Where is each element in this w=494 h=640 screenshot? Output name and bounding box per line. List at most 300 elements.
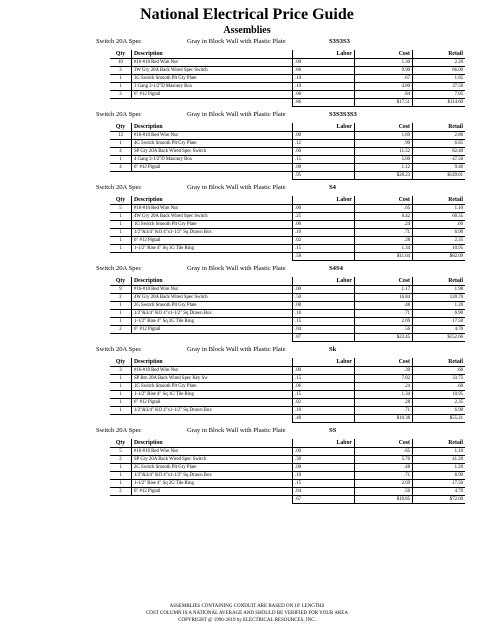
cell-qty: 13	[110, 132, 132, 140]
column-header-description: Description	[132, 196, 293, 205]
column-header-qty: Qty	[110, 277, 132, 286]
table-row	[110, 59, 465, 67]
cell-description: 6" #12 Pigtail	[132, 164, 293, 172]
column-header-retail: Retail	[413, 277, 466, 286]
totals-spacer	[132, 496, 293, 504]
cell-qty: 2	[110, 294, 132, 302]
totals-spacer	[110, 496, 132, 504]
totals-spacer	[110, 334, 132, 342]
cell-labor: .10	[293, 472, 355, 480]
column-header-qty: Qty	[110, 50, 132, 59]
cell-cost: .84	[355, 91, 413, 99]
table-row	[110, 148, 465, 156]
cell-qty: 1	[110, 156, 132, 164]
cell-cost: .48	[355, 464, 413, 472]
totals-spacer	[110, 99, 132, 107]
cell-labor: .00	[293, 132, 355, 140]
cell-retail: 4.70	[413, 326, 466, 334]
totals-spacer	[132, 415, 293, 423]
cell-qty: 1	[110, 383, 132, 391]
cell-qty: 1	[110, 83, 132, 91]
total-labor: .58	[293, 253, 355, 261]
cell-retail: 1.10	[413, 205, 466, 213]
cell-description: 1-1/2" Rise 4" Sq 2G Tile Ring	[132, 318, 293, 326]
cell-description: 1/2"&3/4" KO 4"x1-1/2" Sq Drawn Box	[132, 229, 293, 237]
column-header-retail: Retail	[413, 196, 466, 205]
table-row	[110, 132, 465, 140]
cell-labor: .10	[293, 310, 355, 318]
cell-description: 2G Switch Smooth Plt Gry Plate	[132, 302, 293, 310]
cell-description: #16-#10 Red Wire Nut	[132, 132, 293, 140]
totals-spacer	[110, 415, 132, 423]
cell-cost: .71	[355, 407, 413, 415]
table-header-row	[110, 196, 465, 205]
cell-retail: 6.90	[413, 472, 466, 480]
cell-retail: 66.00	[413, 67, 466, 75]
cell-retail: 7.05	[413, 91, 466, 99]
cell-labor: .06	[293, 221, 355, 229]
cell-qty: 1	[110, 472, 132, 480]
cell-labor: .08	[293, 464, 355, 472]
table-row	[110, 91, 465, 99]
cell-description: 1G Switch Smooth Plt Gry Plate	[132, 383, 293, 391]
cell-description: #16-#10 Red Wire Nut	[132, 448, 293, 456]
cell-cost: .39	[355, 367, 413, 375]
assembly-header	[0, 345, 494, 355]
cell-labor: .08	[293, 164, 355, 172]
assembly-description: Gray in Block Wall with Plastic Plate	[187, 184, 286, 191]
cell-retail: 1.10	[413, 448, 466, 456]
footer-copyright: COPYRIGHT @ 1996-2019 by ELECTRICAL RESOURCES, INC.	[178, 618, 316, 623]
assembly-spec: Switch 20A Spec	[96, 111, 142, 118]
cell-retail: 47.50	[413, 156, 466, 164]
cell-cost: .48	[355, 302, 413, 310]
cell-description: 3G Switch Smooth Plt Gry Plate	[132, 75, 293, 83]
cell-labor: .08	[293, 302, 355, 310]
cell-qty: 9	[110, 286, 132, 294]
column-header-description: Description	[132, 439, 293, 448]
assembly-items-table	[110, 358, 465, 423]
cell-labor: .60	[293, 67, 355, 75]
table-row	[110, 221, 465, 229]
table-row	[110, 407, 465, 415]
cell-description: 6" #12 Pigtail	[132, 399, 293, 407]
cell-labor: .00	[293, 367, 355, 375]
cell-qty: 5	[110, 448, 132, 456]
table-row	[110, 156, 465, 164]
table-row	[110, 472, 465, 480]
cell-cost: 4.80	[355, 83, 413, 91]
page-title: National Electrical Price Guide	[140, 6, 354, 23]
table-row	[110, 67, 465, 75]
cell-description: SP Gry 20A Back Wired Spec Switch	[132, 148, 293, 156]
cell-labor: .30	[293, 456, 355, 464]
cell-cost: 1.17	[355, 286, 413, 294]
assembly-code: Sk	[329, 346, 337, 353]
cell-retail: 10.95	[413, 391, 466, 399]
cell-qty: 3	[110, 67, 132, 75]
table-row	[110, 205, 465, 213]
assembly-header	[0, 110, 494, 120]
column-header-labor: Labor	[293, 196, 355, 205]
total-cost: $20.23	[355, 172, 413, 180]
cell-retail: 2.20	[413, 59, 466, 67]
cell-description: 1/2"&3/4" KO 4"x1-1/2" Sq Drawn Box	[132, 472, 293, 480]
assembly-spec: Switch 20A Spec	[96, 346, 142, 353]
cell-labor: .15	[293, 375, 355, 383]
table-header-row	[110, 277, 465, 286]
table-row	[110, 464, 465, 472]
total-retail: $55.21	[413, 415, 466, 423]
cell-retail: .60	[413, 383, 466, 391]
assemblies-list	[0, 37, 494, 507]
cell-cost: 5.76	[355, 456, 413, 464]
cell-description: 1/2"&3/4" KO 4"x1-1/2" Sq Drawn Box	[132, 407, 293, 415]
cell-retail: 82.40	[413, 148, 466, 156]
cell-cost: .56	[355, 488, 413, 496]
total-labor: .67	[293, 496, 355, 504]
cell-description: 6" #12 Pigtail	[132, 488, 293, 496]
table-row	[110, 75, 465, 83]
total-cost: $11.64	[355, 253, 413, 261]
cell-description: 4 Gang 3-1/2"D Masonry Box	[132, 156, 293, 164]
cell-labor: .10	[293, 407, 355, 415]
cell-description: 1G Switch Smooth Plt Gry Plate	[132, 221, 293, 229]
assembly-spec: Switch 20A Spec	[96, 38, 142, 45]
column-header-qty: Qty	[110, 123, 132, 132]
table-row	[110, 383, 465, 391]
cell-description: 1-1/2" Rise 4" Sq 2G Tile Ring	[132, 480, 293, 488]
assembly-header	[0, 37, 494, 47]
cell-retail: 33.75	[413, 375, 466, 383]
cell-labor: .04	[293, 488, 355, 496]
cell-labor: .12	[293, 140, 355, 148]
page-subtitle: Assemblies	[223, 25, 271, 36]
table-row	[110, 391, 465, 399]
cell-description: #16-#10 Red Wire Nut	[132, 286, 293, 294]
cell-description: 6" #12 Pigtail	[132, 91, 293, 99]
cell-qty: 1	[110, 75, 132, 83]
cell-cost: .71	[355, 310, 413, 318]
column-header-labor: Labor	[293, 50, 355, 59]
table-row	[110, 213, 465, 221]
table-row	[110, 448, 465, 456]
cell-labor: .15	[293, 391, 355, 399]
table-row	[110, 164, 465, 172]
cell-description: 4W Gry 20A Back Wired Spec Switch	[132, 294, 293, 302]
assembly-header	[0, 264, 494, 274]
column-header-cost: Cost	[355, 277, 413, 286]
total-retail: $152.66	[413, 334, 466, 342]
footer-note-conduit: ASSEMBLIES CONTAINING CONDUIT ARE BASED ON 10' LENGTHS	[169, 604, 325, 609]
cell-retail: 1.20	[413, 464, 466, 472]
cell-labor: .15	[293, 156, 355, 164]
cell-cost: 11.52	[355, 148, 413, 156]
cell-description: 3 Gang 3-1/2"D Masonry Box	[132, 83, 293, 91]
totals-spacer	[132, 253, 293, 261]
cell-cost: 1.34	[355, 245, 413, 253]
assembly-code: SS	[329, 427, 337, 434]
cell-cost: 8.42	[355, 213, 413, 221]
table-row	[110, 456, 465, 464]
cell-retail: 6.85	[413, 140, 466, 148]
totals-row	[110, 415, 465, 423]
totals-spacer	[110, 172, 132, 180]
cell-qty: 2	[110, 488, 132, 496]
totals-row	[110, 334, 465, 342]
cell-retail: 120.70	[413, 294, 466, 302]
cell-cost: 7.02	[355, 375, 413, 383]
cell-description: SP Gry 20A Back Wired Spec Switch	[132, 456, 293, 464]
cell-qty: 1	[110, 245, 132, 253]
cell-labor: .00	[293, 448, 355, 456]
table-row	[110, 326, 465, 334]
cell-retail: 2.35	[413, 237, 466, 245]
total-cost: $17.51	[355, 99, 413, 107]
cell-labor: .02	[293, 237, 355, 245]
cell-cost: 2.69	[355, 318, 413, 326]
cell-retail: 6.90	[413, 310, 466, 318]
column-header-retail: Retail	[413, 123, 466, 132]
cell-description: SP Brn 20A Back Wired Spec Key Sw	[132, 375, 293, 383]
cell-qty: 1	[110, 213, 132, 221]
totals-spacer	[132, 172, 293, 180]
assembly-code: S4S4	[329, 265, 343, 272]
cell-qty: 1	[110, 318, 132, 326]
assembly-header	[0, 426, 494, 436]
cell-retail: 41.20	[413, 456, 466, 464]
cell-qty: 2	[110, 326, 132, 334]
cell-retail: 10.95	[413, 245, 466, 253]
assembly-section	[0, 345, 494, 423]
assembly-items-table	[110, 277, 465, 342]
table-row	[110, 318, 465, 326]
cell-cost: 9.90	[355, 67, 413, 75]
cell-labor: .10	[293, 75, 355, 83]
cell-retail: 9.40	[413, 164, 466, 172]
cell-retail: 4.70	[413, 488, 466, 496]
cell-qty: 2	[110, 456, 132, 464]
column-header-cost: Cost	[355, 358, 413, 367]
assembly-description: Gray in Block Wall with Plastic Plate	[187, 427, 286, 434]
cell-qty: 1	[110, 464, 132, 472]
totals-spacer	[110, 253, 132, 261]
total-cost: $10.38	[355, 415, 413, 423]
cell-retail: 1.20	[413, 302, 466, 310]
cell-description: 1/2"&3/4" KO 4"x1-1/2" Sq Drawn Box	[132, 310, 293, 318]
column-header-labor: Labor	[293, 439, 355, 448]
cell-cost: .65	[355, 448, 413, 456]
cell-labor: .25	[293, 213, 355, 221]
cell-retail: 2.35	[413, 399, 466, 407]
cell-retail: 17.50	[413, 318, 466, 326]
footer-note-cost: COST COLUMN IS A NATIONAL AVERAGE AND SHOULD BE VERIFIED FOR YOUR AREA	[146, 611, 348, 616]
total-retail: $149.01	[413, 172, 466, 180]
cell-labor: .50	[293, 294, 355, 302]
total-retail: $82.09	[413, 253, 466, 261]
table-header-row	[110, 50, 465, 59]
cell-retail: .60	[413, 221, 466, 229]
cell-labor: .10	[293, 83, 355, 91]
cell-cost: .24	[355, 383, 413, 391]
assembly-items-table	[110, 196, 465, 261]
totals-row	[110, 99, 465, 107]
cell-cost: 5.00	[355, 156, 413, 164]
table-row	[110, 245, 465, 253]
cell-qty: 4	[110, 148, 132, 156]
cell-qty: 10	[110, 59, 132, 67]
table-header-row	[110, 123, 465, 132]
cell-cost: .90	[355, 140, 413, 148]
totals-spacer	[132, 99, 293, 107]
cell-qty: 1	[110, 375, 132, 383]
cell-cost: .71	[355, 472, 413, 480]
column-header-description: Description	[132, 277, 293, 286]
totals-row	[110, 496, 465, 504]
assembly-spec: Switch 20A Spec	[96, 265, 142, 272]
assembly-section	[0, 264, 494, 342]
cell-qty: 1	[110, 229, 132, 237]
cell-cost: 1.34	[355, 391, 413, 399]
cell-retail: 6.90	[413, 229, 466, 237]
total-retail: $114.60	[413, 99, 466, 107]
cell-description: 3W Gry 20A Back Wired Spec Switch	[132, 67, 293, 75]
total-retail: $72.60	[413, 496, 466, 504]
cell-qty: 1	[110, 310, 132, 318]
table-row	[110, 83, 465, 91]
total-labor: .48	[293, 415, 355, 423]
column-header-description: Description	[132, 358, 293, 367]
cell-cost: 1.12	[355, 164, 413, 172]
cell-cost: 1.69	[355, 132, 413, 140]
assembly-spec: Switch 20A Spec	[96, 184, 142, 191]
cell-labor: .15	[293, 318, 355, 326]
cell-cost: .56	[355, 326, 413, 334]
table-header-row	[110, 439, 465, 448]
cell-cost: 1.30	[355, 59, 413, 67]
cell-qty: 1	[110, 140, 132, 148]
cell-labor: .00	[293, 286, 355, 294]
assembly-code: S3S3S3	[329, 38, 350, 45]
cell-qty: 4	[110, 164, 132, 172]
cell-qty: 5	[110, 205, 132, 213]
table-row	[110, 480, 465, 488]
cell-cost: .71	[355, 229, 413, 237]
cell-description: 6" #12 Pigtail	[132, 237, 293, 245]
column-header-labor: Labor	[293, 358, 355, 367]
cell-retail: 6.90	[413, 407, 466, 415]
cell-retail: 17.50	[413, 480, 466, 488]
cell-qty: 1	[110, 302, 132, 310]
column-header-cost: Cost	[355, 196, 413, 205]
column-header-cost: Cost	[355, 439, 413, 448]
cell-description: 4W Gry 20A Back Wired Spec Switch	[132, 213, 293, 221]
assembly-header	[0, 183, 494, 193]
assembly-description: Gray in Block Wall with Plastic Plate	[187, 265, 286, 272]
cell-qty: 1	[110, 399, 132, 407]
table-row	[110, 375, 465, 383]
cell-description: 6" #12 Pigtail	[132, 326, 293, 334]
cell-cost: 16.84	[355, 294, 413, 302]
assembly-section	[0, 37, 494, 107]
totals-row	[110, 253, 465, 261]
cell-qty: 1	[110, 407, 132, 415]
cell-retail: 60.35	[413, 213, 466, 221]
cell-description: 2G Switch Smooth Plt Gry Plate	[132, 464, 293, 472]
assembly-items-table	[110, 439, 465, 504]
assembly-items-table	[110, 50, 465, 107]
totals-row	[110, 172, 465, 180]
assembly-items-table	[110, 123, 465, 180]
assembly-description: Gray in Block Wall with Plastic Plate	[187, 346, 286, 353]
cell-description: #16-#10 Red Wire Nut	[132, 59, 293, 67]
cell-qty: 3	[110, 367, 132, 375]
cell-cost: .67	[355, 75, 413, 83]
column-header-cost: Cost	[355, 50, 413, 59]
cell-cost: .65	[355, 205, 413, 213]
cell-description: #16-#10 Red Wire Nut	[132, 205, 293, 213]
cell-qty: 1	[110, 391, 132, 399]
column-header-qty: Qty	[110, 358, 132, 367]
table-row	[110, 302, 465, 310]
column-header-labor: Labor	[293, 123, 355, 132]
totals-spacer	[132, 334, 293, 342]
table-row	[110, 286, 465, 294]
cell-description: #16-#10 Red Wire Nut	[132, 367, 293, 375]
table-row	[110, 399, 465, 407]
cell-labor: .15	[293, 245, 355, 253]
cell-description: 1-1/2" Rise 4" Sq 1G Tile Ring	[132, 245, 293, 253]
assembly-section	[0, 426, 494, 504]
cell-qty: 3	[110, 91, 132, 99]
total-labor: .87	[293, 334, 355, 342]
cell-retail: 2.86	[413, 132, 466, 140]
cell-cost: .28	[355, 399, 413, 407]
cell-qty: 1	[110, 237, 132, 245]
total-cost: $10.85	[355, 496, 413, 504]
column-header-retail: Retail	[413, 439, 466, 448]
assembly-code: S3S3S3S3	[329, 111, 357, 118]
cell-description: 4G Switch Smooth Plt Gry Plate	[132, 140, 293, 148]
table-row	[110, 488, 465, 496]
cell-labor: .00	[293, 205, 355, 213]
cell-labor: .06	[293, 91, 355, 99]
column-header-labor: Labor	[293, 277, 355, 286]
assembly-section	[0, 183, 494, 261]
cell-labor: .04	[293, 326, 355, 334]
cell-description: 1-1/2" Rise 4" Sq 1G Tile Ring	[132, 391, 293, 399]
column-header-description: Description	[132, 50, 293, 59]
assembly-description: Gray in Block Wall with Plastic Plate	[187, 111, 286, 118]
table-row	[110, 310, 465, 318]
cell-labor: .10	[293, 229, 355, 237]
table-row	[110, 367, 465, 375]
assembly-description: Gray in Block Wall with Plastic Plate	[187, 38, 286, 45]
cell-cost: .28	[355, 237, 413, 245]
assembly-code: S4	[329, 184, 336, 191]
cell-labor: .02	[293, 399, 355, 407]
table-row	[110, 237, 465, 245]
column-header-description: Description	[132, 123, 293, 132]
cell-qty: 1	[110, 221, 132, 229]
table-header-row	[110, 358, 465, 367]
column-header-retail: Retail	[413, 50, 466, 59]
column-header-retail: Retail	[413, 358, 466, 367]
assembly-spec: Switch 20A Spec	[96, 427, 142, 434]
column-header-qty: Qty	[110, 439, 132, 448]
total-labor: .86	[293, 99, 355, 107]
cell-labor: .06	[293, 383, 355, 391]
